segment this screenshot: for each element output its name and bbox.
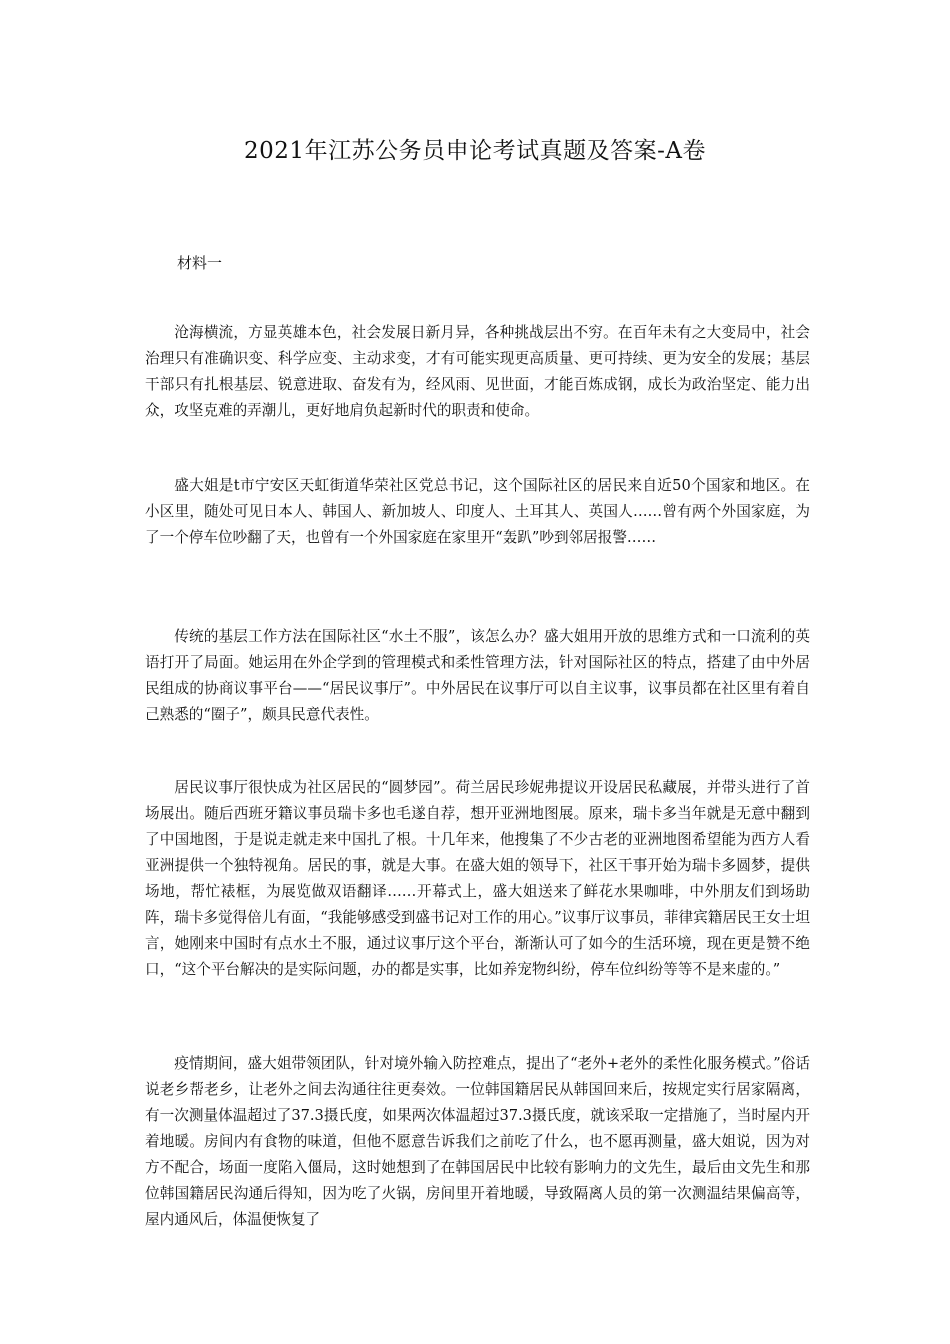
paragraph-1: 沧海横流，方显英雄本色，社会发展日新月异，各种挑战层出不穷。在百年未有之大变局中，社会治理只有准确识变、科学应变、主动求变，才有可能实现更高质量、更可持续、更为安全的发展；基层干部只有扎根基层、锐意进取、奋发有为，经风雨、见世面，才能百炼成钢，成长为政治坚定、能力出众，攻坚克难的弄潮儿，更好地肩负起新时代的职责和使命。 bbox=[145, 324, 810, 419]
document-title: 2021年江苏公务员申论考试真题及答案-A卷 bbox=[244, 138, 706, 164]
paragraph-4: 居民议事厅很快成为社区居民的“圆梦园”。荷兰居民珍妮弗提议开设居民私藏展，并带头进行了首场展出。随后西班牙籍议事员瑞卡多也毛遂自荐，想开亚洲地图展。原来，瑞卡多当年就是无意中翻到了中国地图，于是说走就走来中国扎了根。十几年来，他搜集了不少古老的亚洲地图希望能为西方人看亚洲提供一个独特视角。居民的事，就是大事。在盛大姐的领导下，社区干事开始为瑞卡多圆梦，提供场地，帮忙裱框，为展览做双语翻译……开幕式上，盛大姐送来了鲜花水果咖啡，中外朋友们到场助阵，瑞卡多觉得倍儿有面，“我能够感受到盛书记对工作的用心。”议事厅议事员，菲律宾籍居民王女士坦言，她刚来中国时有点水土不服，通过议事厅这个平台，渐渐认可了如今的生活环境，现在更是赞不绝口，“这个平台解决的是实际问题，办的都是实事，比如养宠物纠纷，停车位纠纷等等不是来虚的。” bbox=[145, 779, 810, 978]
section-label: 材料一 bbox=[177, 254, 223, 272]
paragraph-5: 疫情期间，盛大姐带领团队，针对境外输入防控难点，提出了“老外+老外的柔性化服务模式。”俗话说老乡帮老乡，让老外之间去沟通往往更奏效。一位韩国籍居民从韩国回来后，按规定实行居家隔离，有一次测量体温超过了37.3摄氏度，如果两次体温超过37.3摄氏度，就该采取一定措施了，当时屋内开着地暖。房间内有食物的味道，但他不愿意告诉我们之前吃了什么，也不愿再测量，盛大姐说，因为对方不配合，场面一度陷入僵局，这时她想到了在韩国居民中比较有影响力的文先生，最后由文先生和那位韩国籍居民沟通后得知，因为吃了火锅，房间里开着地暖，导致隔离人员的第一次测温结果偏高等，屋内通风后，体温便恢复了 bbox=[145, 1055, 810, 1228]
paragraph-3: 传统的基层工作方法在国际社区“水土不服”，该怎么办？盛大姐用开放的思维方式和一口流利的英语打开了局面。她运用在外企学到的管理模式和柔性管理方法，针对国际社区的特点，搭建了由中外居民组成的协商议事平台——“居民议事厅”。中外居民在议事厅可以自主议事，议事员都在社区里有着自己熟悉的“圈子”，颇具民意代表性。 bbox=[145, 628, 810, 723]
paragraph-2: 盛大姐是t市宁安区天虹街道华荣社区党总书记，这个国际社区的居民来自近50个国家和地区。在小区里，随处可见日本人、韩国人、新加坡人、印度人、土耳其人、英国人……曾有两个外国家庭，为了一个停车位吵翻了天，也曾有一个外国家庭在家里开“轰趴”吵到邻居报警…… bbox=[145, 477, 810, 546]
